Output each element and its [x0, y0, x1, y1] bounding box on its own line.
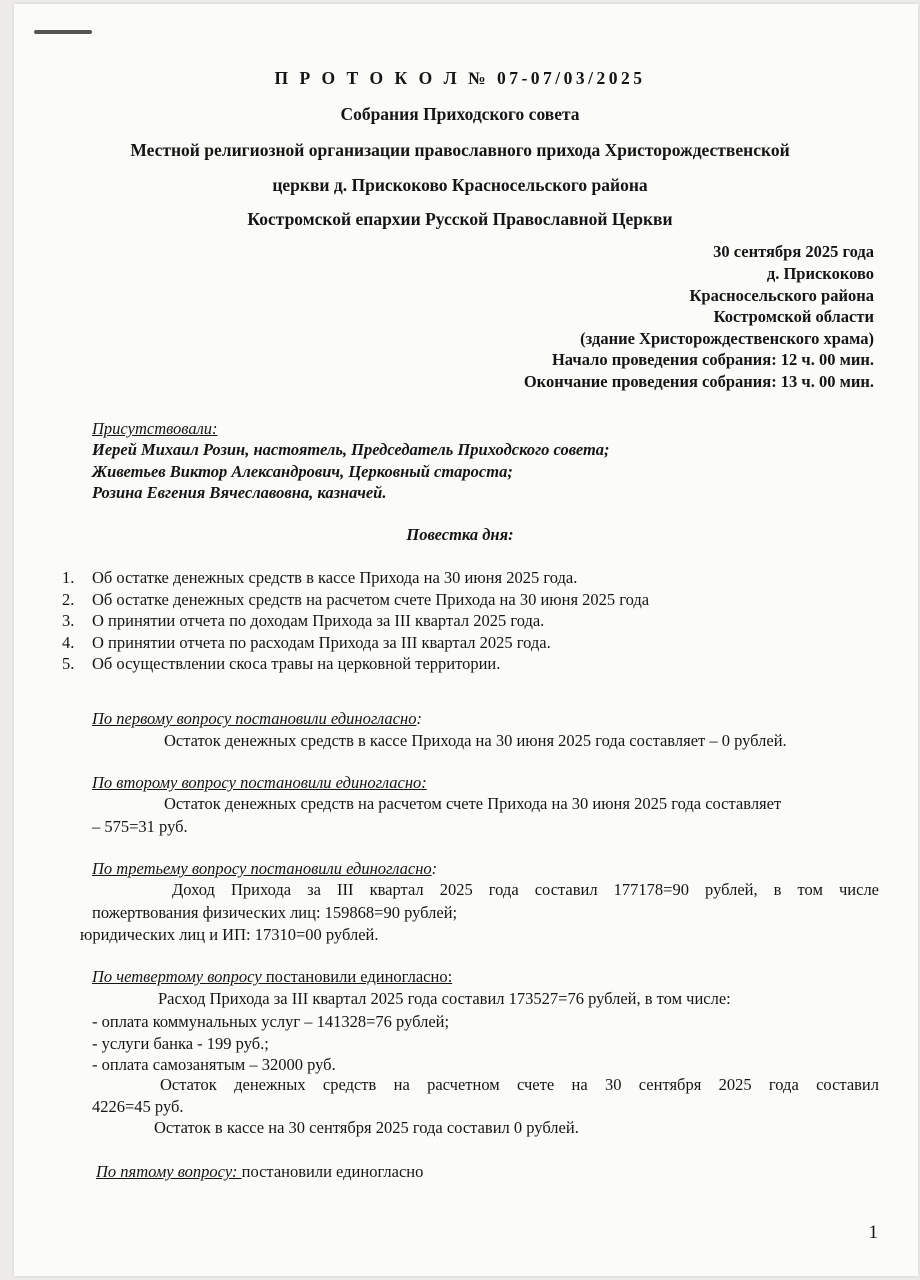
q3-heading — [92, 859, 437, 879]
attendees-label: Присутствовали: — [92, 419, 218, 438]
q4-line-2: - оплата коммунальных услуг – 141328=76 рублей; — [92, 1012, 450, 1031]
q4-line-7: Остаток в кассе на 30 сентября 2025 года составил 0 рублей. — [154, 1118, 579, 1137]
meeting-building: (здание Христорождественского храма) — [580, 329, 874, 348]
header-line-4: Костромской епархии Русской Православной Церкви — [247, 209, 673, 229]
q1-label: По первому вопросу постановили единогласно — [92, 709, 417, 728]
header-line-3: церкви д. Прискоково Красносельского района — [272, 175, 648, 195]
q4-line-3: - услуги банка - 199 руб.; — [92, 1034, 269, 1053]
q3-line-3: юридических лиц и ИП: 17310=00 рублей. — [80, 925, 379, 944]
header-line-2: Местной религиозной организации православного прихода Христорождественской — [130, 140, 790, 160]
header-line-1: Собрания Приходского совета — [340, 104, 580, 124]
attendee-1: Иерей Михаил Розин, настоятель, Председатель Приходского совета; — [92, 440, 610, 459]
q2-text-line-2: – 575=31 руб. — [92, 817, 188, 836]
attendee-3: Розина Евгения Вячеславовна, казначей. — [92, 483, 387, 502]
q4-heading — [92, 967, 452, 987]
q4-line-6: 4226=45 руб. — [92, 1097, 184, 1116]
q3-label: По третьему вопросу постановили единогласно — [92, 859, 432, 878]
scan-mark — [34, 30, 92, 34]
meeting-district: Красносельского района — [689, 286, 874, 305]
q4-label: По четвертому вопросу — [92, 967, 262, 986]
agenda-num-1: 1. — [62, 568, 75, 587]
agenda-num-4: 4. — [62, 633, 75, 652]
attendee-2: Живетьев Виктор Александрович, Церковный староста; — [92, 462, 513, 481]
meeting-start: Начало проведения собрания: 12 ч. 00 мин. — [551, 350, 874, 369]
q1-text: Остаток денежных средств в кассе Прихода на 30 июня 2025 года составляет – 0 рублей. — [164, 731, 787, 750]
meeting-region: Костромской области — [713, 307, 874, 326]
q4-line-5: Остаток денежных средств на расчетном счете на 30 сентября 2025 года составил — [160, 1075, 879, 1094]
agenda-num-2: 2. — [62, 590, 75, 609]
agenda-item-2: Об остатке денежных средств на расчетом счете Прихода на 30 июня 2025 года — [92, 590, 650, 609]
agenda-item-4: О принятии отчета по расходам Прихода за III квартал 2025 года. — [92, 633, 551, 652]
q2-label: По второму вопросу постановили единогласно: — [92, 773, 427, 792]
agenda-num-3: 3. — [62, 611, 75, 630]
protocol-title: П Р О Т О К О Л № 07-07/03/2025 — [274, 68, 646, 88]
q5-heading — [96, 1162, 423, 1182]
agenda-item-3: О принятии отчета по доходам Прихода за III квартал 2025 года. — [92, 611, 545, 630]
q4-line-1: Расход Прихода за III квартал 2025 года составил 173527=76 рублей, в том числе: — [158, 989, 731, 1008]
q5-label: По пятому вопросу: — [96, 1162, 242, 1181]
q3-line-2: пожертвования физических лиц: 159868=90 рублей; — [92, 903, 458, 922]
page-number: 1 — [868, 1222, 878, 1243]
q4-line-4: - оплата самозанятым – 32000 руб. — [92, 1055, 336, 1074]
q5-label-rest: постановили единогласно — [241, 1162, 424, 1181]
q3-colon: : — [431, 859, 438, 878]
agenda-item-5: Об осуществлении скоса травы на церковной территории. — [92, 654, 501, 673]
meeting-date: 30 сентября 2025 года — [713, 242, 874, 261]
agenda-item-1: Об остатке денежных средств в кассе Прихода на 30 июня 2025 года. — [92, 568, 578, 587]
meeting-end: Окончание проведения собрания: 13 ч. 00 мин. — [523, 372, 874, 391]
q3-line-1: Доход Прихода за III квартал 2025 года составил 177178=90 рублей, в том числе — [172, 880, 879, 899]
agenda-num-5: 5. — [62, 654, 75, 673]
q2-text-line-1: Остаток денежных средств на расчетом счете Прихода на 30 июня 2025 года составляет — [164, 794, 782, 813]
q1-heading — [92, 709, 422, 729]
meeting-village: д. Прискоково — [766, 264, 874, 283]
agenda-title: Повестка дня: — [406, 525, 514, 544]
q4-label-rest: постановили единогласно: — [261, 967, 453, 986]
q1-colon: : — [416, 709, 422, 728]
